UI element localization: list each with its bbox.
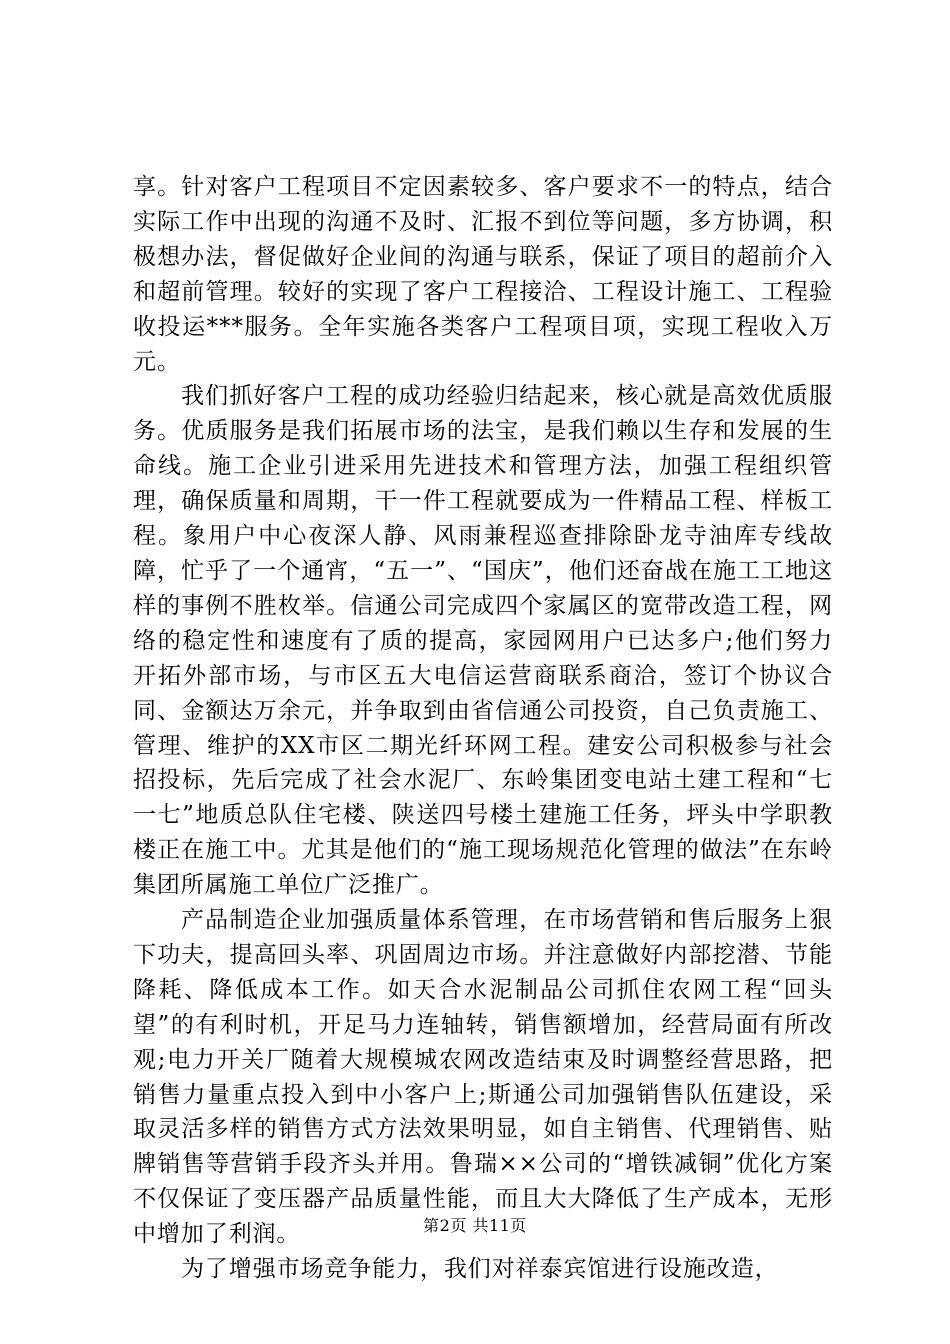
document-body [133,170,833,1287]
page-footer: 第2页 共11页 [423,1216,527,1235]
paragraph-2: 我们抓好客户工程的成功经验归结起来，核心就是高效优质服务。优质服务是我们拓展市场的法宝，是我们赖以生存和发展的生命线。施工企业引进采用先进技术和管理方法，加强工程组织管理，确保质量和周期，干一件工程就要成为一件精品工程、样板工程。象用户中心夜深人静、风雨兼程巡查排除卧龙寺油库专线故障，忙乎了一个通宵，“五一”、“国庆”，他们还奋战在施工工地这样的事例不胜枚举。信通公司完成四个家属区的宽带改造工程，网络的稳定性和速度有了质的提高，家园网用户已达多户;他们努力开拓外部市场，与市区五大电信运营商联系商洽，签订个协议合同、金额达万余元，并争取到由省信通公司投资，自己负责施工、管理、维护的XX市区二期光纤环网工程。建安公司积极参与社会招投标，先后完成了社会水泥厂、东岭集团变电站土建工程和“七一七”地质总队住宅楼、陕送四号楼土建施工任务，坪头中学职教楼正在施工中。尤其是他们的“施工现场规范化管理的做法”在东岭集团所属施工单位广泛推广。 [133,383,833,899]
paragraph-3: 产品制造企业加强质量体系管理，在市场营销和售后服务上狠下功夫，提高回头率、巩固周边市场。并注意做好内部挖潜、节能降耗、降低成本工作。如天合水泥制品公司抓住农网工程“回头望”的有利时机，开足马力连轴转，销售额增加，经营局面有所改观;电力开关厂随着大规模城农网改造结束及时调整经营思路，把销售力量重点投入到中小客户上;斯通公司加强销售队伍建设，采取灵活多样的销售方式方法效果明显，如自主销售、代理销售、贴牌销售等营销手段齐头并用。鲁瑞××公司的“增铁减铜”优化方案不仅保证了变压器产品质量性能，而且大大降低了生产成本，无形中增加了利润。 [133,907,833,1248]
paragraph-4: 为了增强市场竞争能力，我们对祥泰宾馆进行设施改造， [181,1256,779,1283]
paragraph-1: 享。针对客户工程项目不定因素较多、客户要求不一的特点，结合实际工作中出现的沟通不及时、汇报不到位等问题，多方协调，积极想办法，督促做好企业间的沟通与联系，保证了项目的超前介入和超前管理。较好的实现了客户工程接洽、工程设计施工、工程验收投运***服务。全年实施各类客户工程项目项，实现工程收入万元。 [133,174,833,375]
